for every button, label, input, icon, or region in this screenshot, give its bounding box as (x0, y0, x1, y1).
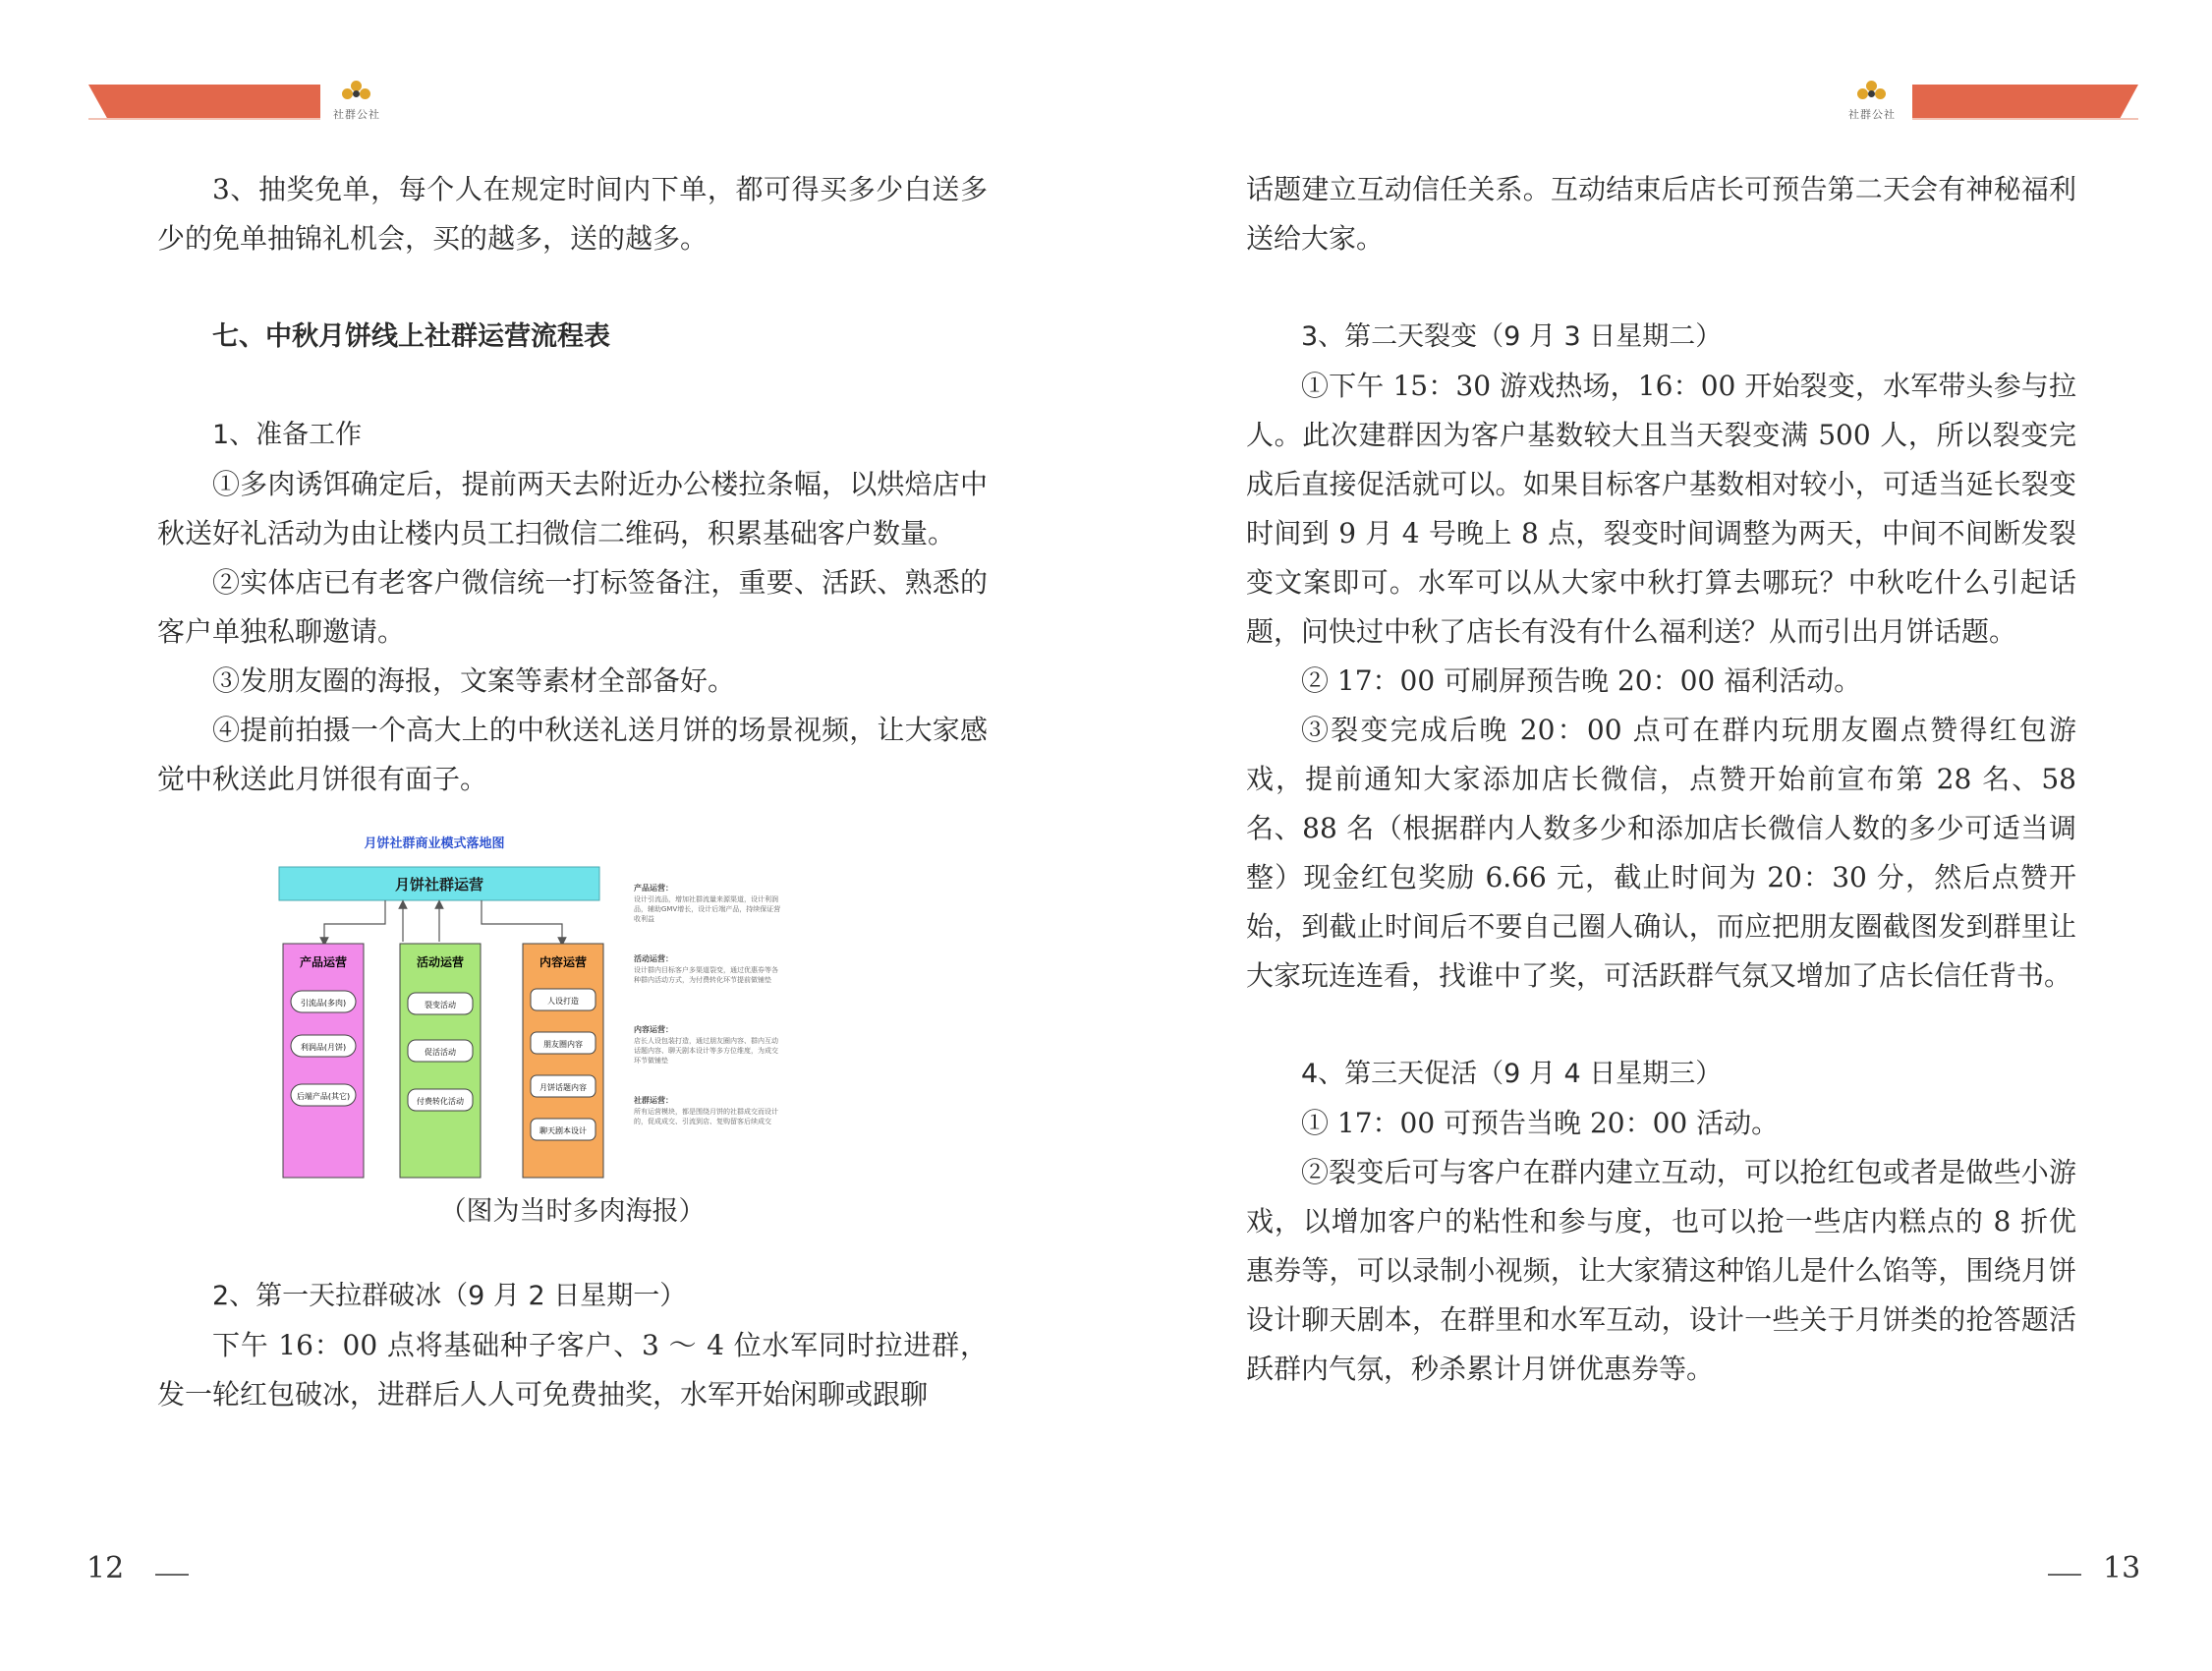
page-number-left: 12 (86, 1551, 125, 1585)
business-model-diagram (157, 834, 988, 1187)
note-body: 设计群内目标客户多渠道裂变，通过优惠券等各种群内活动方式，为付费转化环节提前做铺垫 (634, 966, 778, 984)
diagram-svg (157, 834, 988, 1187)
paragraph: ③裂变完成后晚 20：00 点可在群内玩朋友圈点赞得红包游戏，提前通知大家添加店长微信，点赞开始前宣布第 28 名、58 名、88 名（根据群内人数多少和添加店长微信人数的多少可适当调整）现金红包奖励 6.66 元，截止时间为 20：30 分，然后点赞开始，到截止时间后不要自己圈人确认，而应把朋友圈截图发到群里让大家玩连连看，找谁中了奖，可活跃群气氛又增加了店长信任背书。 (1246, 714, 2076, 992)
paragraph: ①多肉诱饵确定后，提前两天去附近办公楼拉条幅，以烘焙店中秋送好礼活动为由让楼内员工扫微信二维码，积累基础客户数量。 (157, 468, 988, 549)
paragraph: ② 17：00 可刷屏预告晚 20：00 福利活动。 (1301, 664, 1862, 697)
paragraph: ②裂变后可与客户在群内建立互动，可以抢红包或者是做些小游戏，以增加客户的粘性和参与度，也可以抢一些店内糕点的 8 折优惠券等，可以录制小视频，让大家猜这种馅儿是什么馅等，围绕月饼设计聊天剧本，在群里和水军互动，设计一些关于月饼类的抢答题活跃群内气氛，秒杀累计月饼优惠券等。 (1246, 1156, 2076, 1385)
flower-logo-icon (1857, 81, 1887, 104)
diagram-title: 月饼社群商业模式落地图 (364, 836, 505, 851)
header-banner-underline-left (88, 118, 320, 120)
subsection-title: 2、第一天拉群破冰（9 月 2 日星期一） (212, 1281, 687, 1311)
note-title: 活动运营： (634, 954, 673, 963)
column-item: 引流品(多肉) (300, 999, 347, 1008)
column-title: 内容运营 (539, 955, 588, 969)
column-item: 利润品(月饼) (300, 1043, 347, 1052)
column-box-content (523, 944, 603, 1178)
paragraph: ①下午 15：30 游戏热场，16：00 开始裂变，水军带头参与拉人。此次建群因为客户基数较大且当天裂变满 500 人，所以裂变完成后直接促活就可以。如果目标客户基数相对较小，可适当延长裂变时间到 9 月 4 号晚上 8 点，裂变时间调整为两天，中间不间断发裂变文案即可。水军可以从大家中秋打算去哪玩？中秋吃什么引起话题，问快过中秋了店长有没有什么福利送？从而引出月饼话题。 (1246, 370, 2076, 648)
subsection-title: 1、准备工作 (212, 420, 363, 450)
column-item: 月饼话题内容 (539, 1083, 587, 1092)
subsection-title: 4、第三天促活（9 月 4 日星期三） (1301, 1059, 1723, 1089)
column-item: 后端产品(其它) (296, 1092, 351, 1101)
header-banner-right (1912, 85, 2138, 118)
note-body: 所有运营模块，都是围绕月饼的社群成交而设计的，促成成交、引流到店、复购留客后续成交 (634, 1108, 778, 1125)
top-box-label: 月饼社群运营 (394, 876, 484, 893)
header-banner-left (88, 85, 320, 118)
note-body-wrapper (634, 965, 781, 1014)
logo-text: 社群公社 (333, 108, 380, 121)
logo-text: 社群公社 (1848, 108, 1896, 121)
right-page-column (1246, 165, 2076, 1394)
page-number-dash-left (155, 1574, 189, 1576)
paragraph: 下午 16：00 点将基础种子客户、3 ～ 4 位水军同时拉进群，发一轮红包破冰，进群后人人可免费抽奖，水军开始闲聊或跟聊 (157, 1329, 988, 1411)
column-item: 付费转化活动 (417, 1097, 464, 1106)
note-body: 设计引流品，增加社群流量来源渠道，设计利润品，辅助GMV增长，设计后端产品，持续保证营收利益 (634, 895, 781, 923)
column-item: 聊天剧本设计 (539, 1126, 587, 1135)
section-title: 七、中秋月饼线上社群运营流程表 (212, 321, 610, 352)
column-item: 裂变活动 (425, 1001, 456, 1009)
note-body-wrapper (634, 894, 781, 944)
connector-arrow (324, 900, 385, 942)
figure-caption: （图为当时多肉海报） (439, 1196, 706, 1227)
column-title: 活动运营 (416, 955, 465, 969)
paragraph: ④提前拍摄一个高大上的中秋送礼送月饼的场景视频，让大家感觉中秋送此月饼很有面子。 (157, 714, 988, 795)
column-item: 朋友圈内容 (543, 1040, 583, 1049)
page-number-dash-right (2048, 1574, 2081, 1576)
subsection-title: 3、第二天裂变（9 月 3 日星期二） (1301, 321, 1723, 352)
column-box-product (283, 944, 364, 1178)
header-logo-left (320, 81, 393, 122)
note-title: 产品运营： (634, 884, 673, 893)
note-title: 内容运营： (634, 1025, 673, 1034)
note-title: 社群运营： (634, 1096, 673, 1105)
note-body-wrapper (634, 1036, 781, 1085)
paragraph: 话题建立互动信任关系。互动结束后店长可预告第二天会有神秘福利送给大家。 (1246, 173, 2076, 255)
paragraph: ②实体店已有老客户微信统一打标签备注，重要、活跃、熟悉的客户单独私聊邀请。 (157, 566, 988, 648)
note-body: 店长人设包装打造，通过朋友圈内容、群内互动话题内容、聊天剧本设计等多方位维度，为成交环节做铺垫 (634, 1037, 778, 1065)
page-number-right: 13 (2103, 1551, 2141, 1585)
column-item: 促活活动 (425, 1048, 456, 1057)
flower-logo-icon (342, 81, 371, 104)
column-item: 人设打造 (547, 997, 579, 1006)
header-banner-underline-right (1912, 118, 2138, 120)
paragraph: ① 17：00 可预告当晚 20：00 活动。 (1301, 1107, 1780, 1139)
paragraph: 3、抽奖免单，每个人在规定时间内下单，都可得买多少白送多少的免单抽锦礼机会，买的越多，送的越多。 (157, 173, 988, 255)
header-logo-right (1836, 81, 1908, 122)
paragraph: ③发朋友圈的海报，文案等素材全部备好。 (212, 664, 736, 697)
note-body-wrapper (634, 1107, 781, 1156)
column-title: 产品运营 (299, 955, 348, 969)
connector-arrow (482, 900, 562, 942)
left-page-column (157, 165, 988, 1419)
